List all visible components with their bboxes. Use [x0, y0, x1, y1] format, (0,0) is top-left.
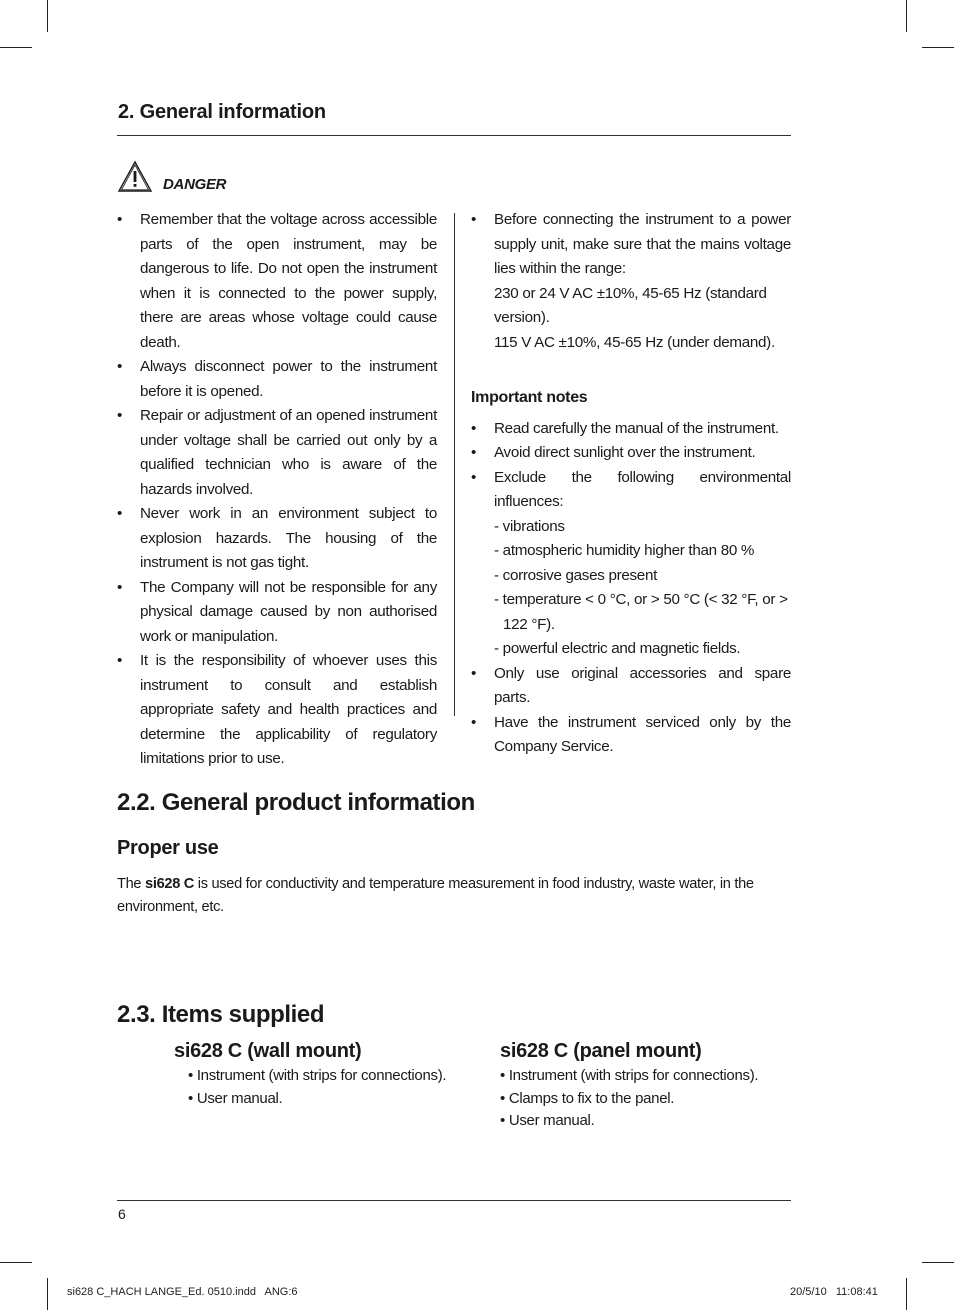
influence-item: - atmospheric humidity higher than 80 %: [494, 542, 755, 559]
influence-item: - vibrations: [494, 517, 565, 535]
heading-proper-use: Proper use: [117, 837, 219, 859]
text-fragment: is used for conductivity and temperature measurement in food industry, waste water, in the environment, etc.: [117, 876, 754, 915]
list-item: • Read carefully the manual of the instrument.: [471, 417, 791, 442]
list-item: • The Company will not be responsible for any physical damage caused by non authorised work or manipulation.: [117, 576, 437, 650]
list-item: • Only use original accessories and spare parts.: [471, 662, 791, 711]
warning-triangle-icon: [117, 160, 153, 193]
crop-mark: [0, 1262, 32, 1263]
crop-mark: [906, 0, 907, 32]
product-name: si628 C: [145, 876, 195, 892]
panel-mount-title: si628 C (panel mount): [500, 1040, 702, 1062]
crop-mark: [922, 47, 954, 48]
list-item: • Remember that the voltage across accessible parts of the open instrument, may be dangerous to life. Do not open the instrument when it is connected to the power supply, there are areas whose voltage could cause death.: [117, 208, 437, 355]
crop-mark: [47, 1278, 48, 1310]
crop-mark: [922, 1262, 954, 1263]
column-divider: [454, 213, 455, 716]
panel-mount-block: [500, 1040, 758, 1133]
footer-rule: [117, 1200, 791, 1201]
proper-use-text: [117, 873, 791, 919]
text-fragment: The: [117, 876, 146, 892]
list-item: • It is the responsibility of whoever uses this instrument to consult and establish appropriate safety and health practices and determine the applicability of regulatory limitations prior to use.: [117, 649, 437, 772]
list-item: • Instrument (with strips for connections).: [188, 1067, 447, 1084]
danger-label: DANGER: [163, 176, 227, 193]
list-item: • Have the instrument serviced only by the Company Service.: [471, 711, 791, 760]
influence-item: - powerful electric and magnetic fields.: [494, 640, 741, 657]
list-item: • Always disconnect power to the instrument before it is opened.: [117, 355, 437, 404]
influence-item: - temperature < 0 °C, or > 50 °C (< 32 °F, or > 122 °F).: [494, 591, 788, 633]
list-item: • Before connecting the instrument to a power supply unit, make sure that the mains voltage lies within the range:: [471, 208, 791, 282]
list-item: • Repair or adjustment of an opened instrument under voltage shall be carried out only by a qualified technician who is aware of the hazards involved.: [117, 404, 437, 502]
list-item: • Never work in an environment subject to explosion hazards. The housing of the instrument is not gas tight.: [117, 502, 437, 576]
list-item: • Clamps to fix to the panel.: [500, 1089, 675, 1107]
influence-item: - corrosive gases present: [494, 566, 658, 584]
crop-mark: [47, 0, 48, 32]
crop-mark: [906, 1278, 907, 1310]
list-item: • Avoid direct sunlight over the instrument.: [471, 441, 791, 466]
page-number: 6: [118, 1206, 126, 1222]
danger-list-right: [471, 208, 791, 760]
print-slug-left: si628 C_HACH LANGE_Ed. 0510.indd ANG:6: [67, 1286, 298, 1298]
list-item: • User manual.: [500, 1112, 595, 1129]
wall-mount-block: [174, 1040, 446, 1110]
heading-product-info: 2.2. General product information: [117, 789, 475, 816]
voltage-demand: 115 V AC ±10%, 45-65 Hz (under demand).: [494, 333, 775, 351]
list-item: • User manual.: [188, 1089, 283, 1107]
crop-mark: [0, 47, 32, 48]
section-title: 2. General information: [118, 101, 326, 123]
danger-list-left: [117, 208, 437, 772]
wall-mount-title: si628 C (wall mount): [174, 1040, 362, 1062]
list-item: • Instrument (with strips for connections).: [500, 1067, 759, 1084]
voltage-standard: 230 or 24 V AC ±10%, 45-65 Hz (standard version).: [494, 284, 767, 326]
heading-items-supplied: 2.3. Items supplied: [117, 1001, 325, 1028]
list-item: • Exclude the following environmental influences:: [471, 466, 791, 515]
header-rule: [117, 135, 791, 136]
print-slug-right: 20/5/10 11:08:41: [790, 1286, 878, 1298]
important-notes-title: Important notes: [471, 389, 588, 406]
danger-heading: [117, 160, 226, 193]
